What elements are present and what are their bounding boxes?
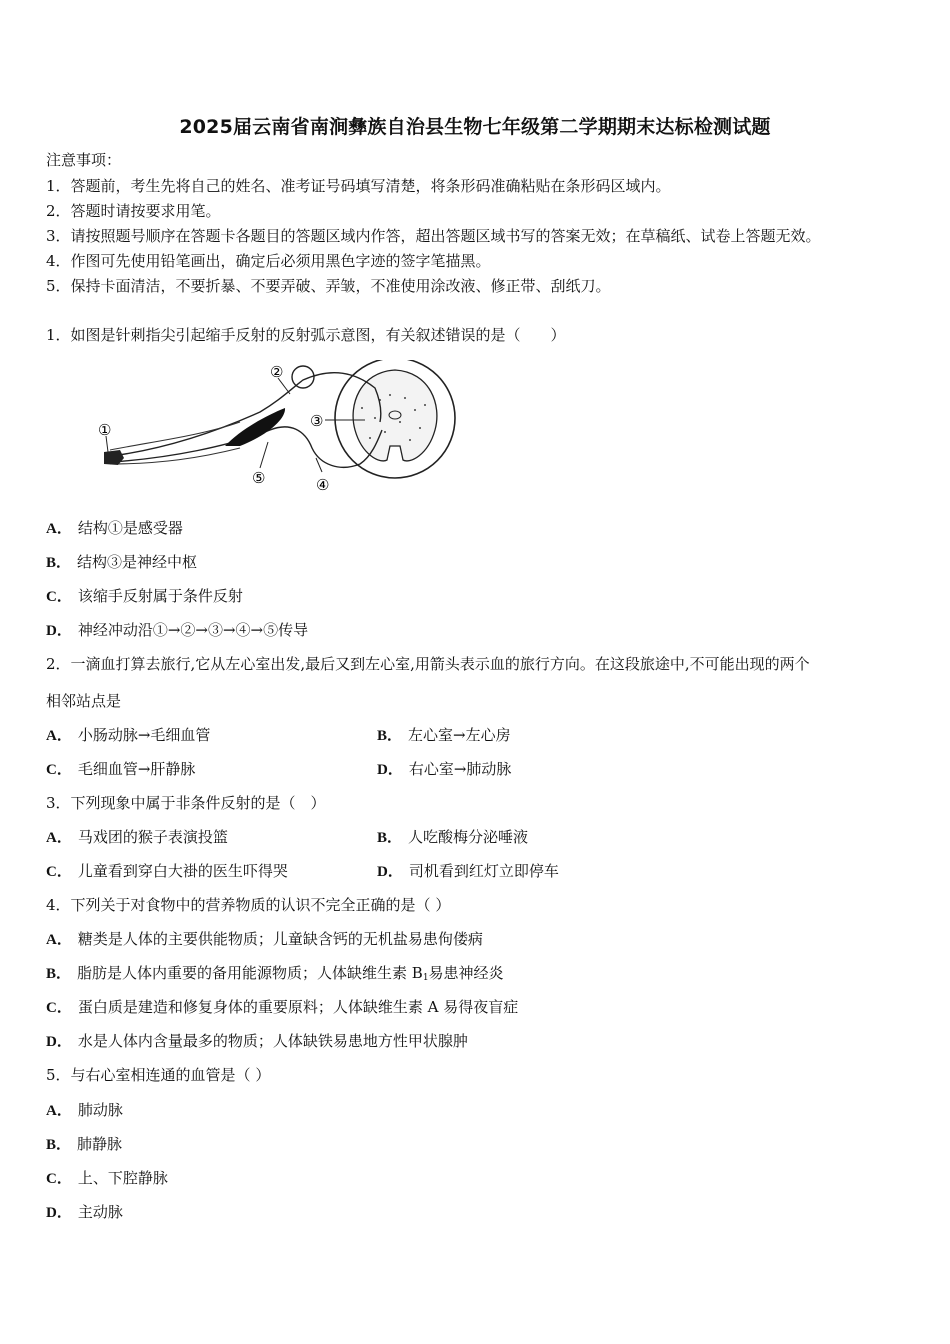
q3-option-c[interactable]: C． 儿童看到穿白大褂的医生吓得哭 xyxy=(46,862,288,880)
notice-item: 1．答题前，考生先将自己的姓名、准考证号码填写清楚，将条形码准确粘贴在条形码区域内。 xyxy=(46,177,671,195)
q3-option-a[interactable]: A． 马戏团的猴子表演投篮 xyxy=(46,828,228,846)
notice-item: 3．请按照题号顺序在答题卡各题目的答题区域内作答，超出答题区域书写的答案无效；在草稿纸、试卷上答题无效。 xyxy=(46,227,821,245)
fingertip xyxy=(104,450,124,465)
q5-option-a[interactable]: A． 肺动脉 xyxy=(46,1101,123,1119)
question-5-stem: 5．与右心室相连通的血管是（ ） xyxy=(46,1066,271,1084)
notice-item: 5．保持卡面清洁，不要折暴、不要弄破、弄皱，不准使用涂改液、修正带、刮纸刀。 xyxy=(46,277,611,295)
q1-option-a[interactable]: A． 结构①是感受器 xyxy=(46,519,183,537)
q2-option-d[interactable]: D． 右心室→肺动脉 xyxy=(377,760,512,778)
figure-label-5: ⑤ xyxy=(252,469,266,487)
q2-option-c[interactable]: C． 毛细血管→肝静脉 xyxy=(46,760,196,778)
q5-option-d[interactable]: D． 主动脉 xyxy=(46,1203,123,1221)
question-2-stem: 2．一滴血打算去旅行,它从左心室出发,最后又到左心室,用箭头表示血的旅行方向。在这段旅途中,不可能出现的两个 xyxy=(46,655,810,673)
q1-option-d[interactable]: D． 神经冲动沿①→②→③→④→⑤传导 xyxy=(46,621,309,639)
q2-option-b[interactable]: B． 左心室→左心房 xyxy=(377,726,511,744)
question-2-stem-cont: 相邻站点是 xyxy=(46,692,122,710)
question-3-stem: 3．下列现象中属于非条件反射的是（ ） xyxy=(46,794,326,812)
q4-option-b[interactable]: B． 脂肪是人体内重要的备用能源物质；人体缺维生素 $B_1$易患神经炎 xyxy=(46,964,504,983)
question-1-stem: 1．如图是针刺指尖引起缩手反射的反射弧示意图，有关叙述错误的是（ ） xyxy=(46,326,566,344)
notice-item: 4．作图可先使用铅笔画出，确定后必须用黑色字迹的签字笔描黑。 xyxy=(46,252,491,270)
figure-label-4: ④ xyxy=(316,476,330,494)
q5-option-c[interactable]: C． 上、下腔静脉 xyxy=(46,1169,168,1187)
q4-option-c[interactable]: C． 蛋白质是建造和修复身体的重要原料；人体缺维生素 A 易得夜盲症 xyxy=(46,998,519,1016)
q4-option-a[interactable]: A． 糖类是人体的主要供能物质；儿童缺含钙的无机盐易患佝偻病 xyxy=(46,930,483,948)
q3-option-b[interactable]: B． 人吃酸梅分泌唾液 xyxy=(377,828,529,846)
reflex-arc-figure xyxy=(90,360,470,495)
gray-matter xyxy=(353,370,437,461)
figure-label-2: ② xyxy=(270,363,284,381)
q1-option-b[interactable]: B． 结构③是神经中枢 xyxy=(46,553,198,571)
figure-label-3: ③ xyxy=(310,412,324,430)
q4-option-d[interactable]: D． 水是人体内含量最多的物质；人体缺铁易患地方性甲状腺肿 xyxy=(46,1032,468,1050)
exam-title: 2025届云南省南涧彝族自治县生物七年级第二学期期末达标检测试题 xyxy=(179,116,771,138)
figure-label-1: ① xyxy=(98,421,112,439)
question-4-stem: 4．下列关于对食物中的营养物质的认识不完全正确的是（ ） xyxy=(46,896,451,914)
notice-item: 2．答题时请按要求用笔。 xyxy=(46,202,221,220)
leader-line-5 xyxy=(260,442,268,468)
notice-heading: 注意事项： xyxy=(46,151,122,169)
q1-option-c[interactable]: C． 该缩手反射属于条件反射 xyxy=(46,587,243,605)
q3-option-d[interactable]: D． 司机看到红灯立即停车 xyxy=(377,862,559,880)
q5-option-b[interactable]: B． 肺静脉 xyxy=(46,1135,123,1153)
q2-option-a[interactable]: A． 小肠动脉→毛细血管 xyxy=(46,726,211,744)
